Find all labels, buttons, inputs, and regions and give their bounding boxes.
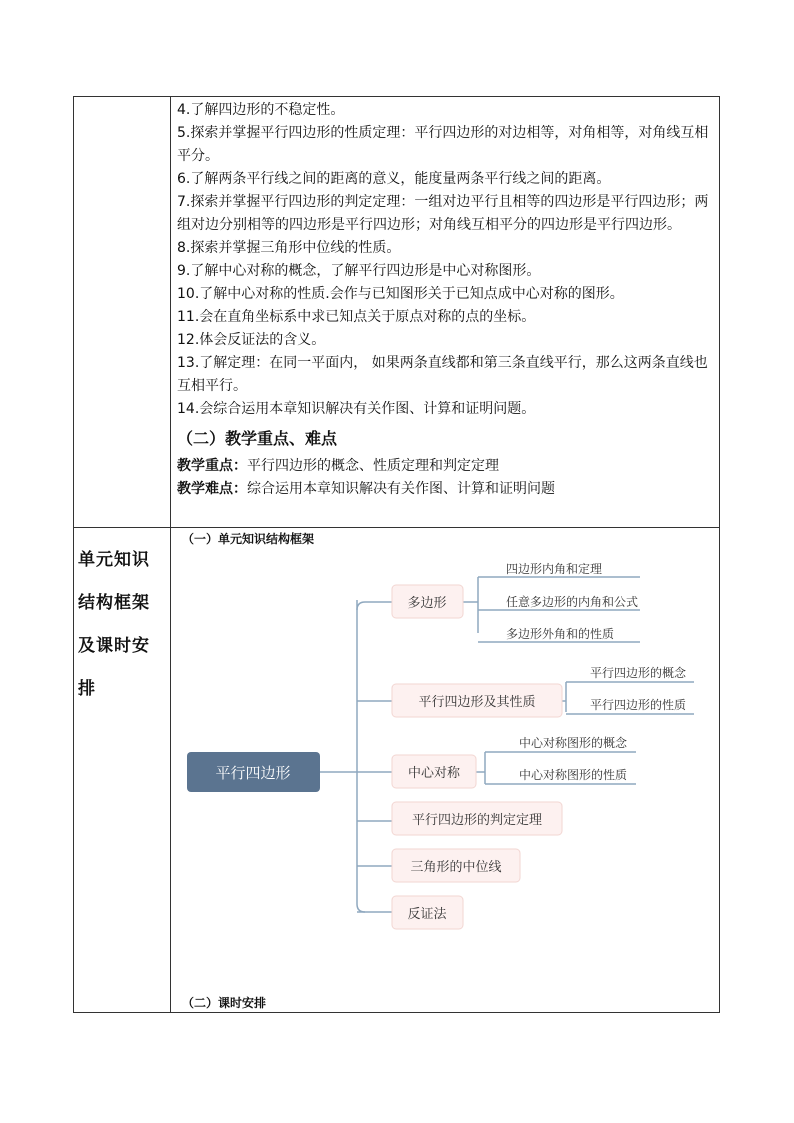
mindmap-root-node xyxy=(187,752,320,792)
goal-item: 14.会综合运用本章知识解决有关作图、计算和证明问题。 xyxy=(177,401,536,417)
key-point-label: 教学重点： xyxy=(177,458,247,474)
branch-label: 反证法 xyxy=(407,907,447,922)
goal-item: 12.体会反证法的含义。 xyxy=(177,332,326,348)
branch-label: 平行四边形的判定定理 xyxy=(411,813,543,828)
goal-item: 8.探索并掌握三角形中位线的性质。 xyxy=(177,240,401,256)
key-point-text: 平行四边形的概念、性质定理和判定定理 xyxy=(247,458,499,474)
leaf-label: 中心对称图形的性质 xyxy=(519,768,628,782)
left-row-title: 单元知识结构框架及课时安排 xyxy=(78,550,150,699)
leaf-label: 中心对称图形的概念 xyxy=(519,736,628,750)
goal-item: 11.会在直角坐标系中求已知点关于原点对称的点的坐标。 xyxy=(177,309,536,325)
goal-item: 9.了解中心对称的概念，了解平行四边形是中心对称图形。 xyxy=(177,263,541,279)
leaf-label: 任意多边形的内角和公式 xyxy=(506,595,639,609)
lesson-schedule-heading: （二）课时安排 xyxy=(182,996,267,1010)
branch-label: 多边形 xyxy=(407,596,447,611)
leaf-label: 平行四边形的性质 xyxy=(590,698,687,712)
goal-item: 7.探索并掌握平行四边形的判定定理：一组对边平行且相等的四边形是平行四边形；两组对边分别相等的四边形是平行四边形；对角线互相平分的四边形是平行四边形。 xyxy=(177,194,709,233)
section-title: （二）教学重点、难点 xyxy=(177,429,338,448)
branch-label: 中心对称 xyxy=(407,766,461,781)
difficult-point-text: 综合运用本章知识解决有关作图、计算和证明问题 xyxy=(247,481,555,497)
goal-item: 10.了解中心对称的性质.会作与已知图形关于已知点成中心对称的图形。 xyxy=(177,286,624,302)
goal-item: 13.了解定理：在同一平面内， 如果两条直线都和第三条直线平行，那么这两条直线也互相平行。 xyxy=(177,355,708,394)
leaf-label: 多边形外角和的性质 xyxy=(506,627,615,641)
goal-item: 6.了解两条平行线之间的距离的意义，能度量两条平行线之间的距离。 xyxy=(177,171,611,187)
knowledge-framework-heading: （一）单元知识结构框架 xyxy=(182,532,315,546)
difficult-point-label: 教学难点： xyxy=(177,481,247,497)
goal-item: 4.了解四边形的不稳定性。 xyxy=(177,102,345,118)
root-label: 平行四边形 xyxy=(215,764,291,782)
leaf-label: 四边形内角和定理 xyxy=(506,562,603,576)
branch-label: 平行四边形及其性质 xyxy=(418,695,536,710)
leaf-label: 平行四边形的概念 xyxy=(590,666,687,680)
branch-label: 三角形的中位线 xyxy=(410,860,502,875)
goal-item: 5.探索并掌握平行四边形的性质定理：平行四边形的对边相等，对角相等，对角线互相平分。 xyxy=(177,125,709,164)
